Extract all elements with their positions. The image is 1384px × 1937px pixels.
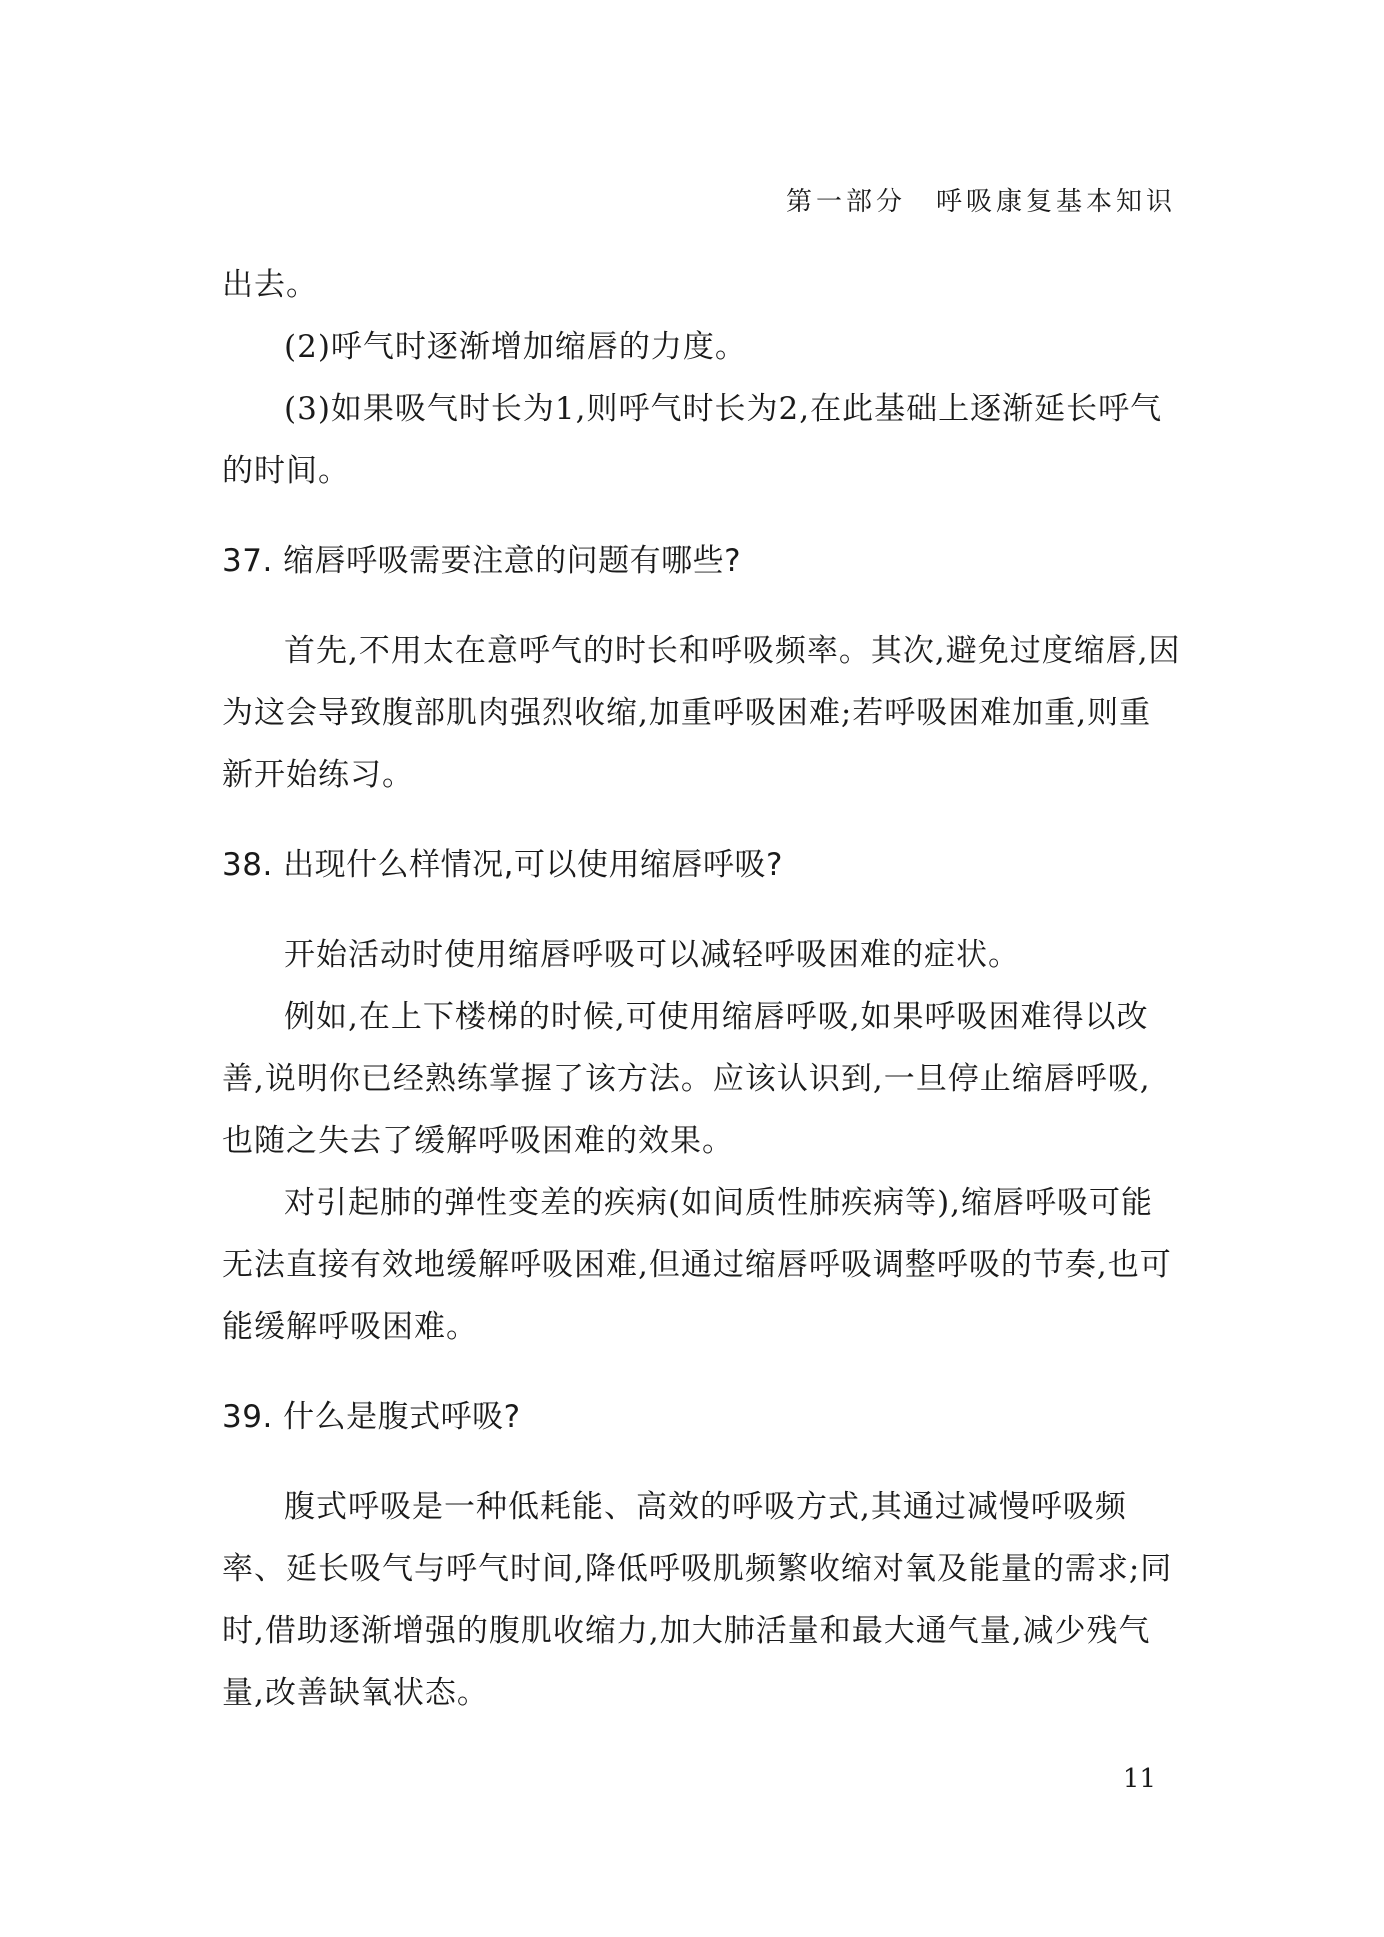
question-39-answer: 腹式呼吸是一种低耗能、高效的呼吸方式,其通过减慢呼吸频率、延长吸气与呼气时间,降低呼吸肌频繁收缩对氧及能量的需求;同时,借助逐渐增强的腹肌收缩力,加大肺活量和最大通气量,减少残气量,改善缺氧状态。 [222,1489,1173,1711]
question-38-answer-2: 例如,在上下楼梯的时候,可使用缩唇呼吸,如果呼吸困难得以改善,说明你已经熟练掌握了该方法。应该认识到,一旦停止缩唇呼吸,也随之失去了缓解呼吸困难的效果。 [222,999,1151,1159]
question-38-answer-3: 对引起肺的弹性变差的疾病(如间质性肺疾病等),缩唇呼吸可能无法直接有效地缓解呼吸困难,但通过缩唇呼吸调整呼吸的节奏,也可能缓解呼吸困难。 [222,1185,1172,1345]
question-38-answer-1: 开始活动时使用缩唇呼吸可以减轻呼吸困难的症状。 [284,937,1020,973]
page-body [222,254,1182,1724]
page-number: 11 [1122,1764,1156,1794]
running-head: 第一部分 呼吸康复基本知识 [785,187,1176,217]
intro-paragraph-step-3: (3)如果吸气时长为1,则呼气时长为2,在此基础上逐渐延长呼气的时间。 [222,391,1163,489]
question-37-heading: 37. 缩唇呼吸需要注意的问题有哪些? [222,543,742,579]
question-37-answer: 首先,不用太在意呼气的时长和呼吸频率。其次,避免过度缩唇,因为这会导致腹部肌肉强烈收缩,加重呼吸困难;若呼吸困难加重,则重新开始练习。 [222,633,1181,793]
question-39-heading: 39. 什么是腹式呼吸? [222,1399,521,1435]
question-38-heading: 38. 出现什么样情况,可以使用缩唇呼吸? [222,847,783,883]
intro-paragraph-step-2: (2)呼气时逐渐增加缩唇的力度。 [284,329,747,365]
intro-paragraph-continued: 出去。 [222,267,318,303]
